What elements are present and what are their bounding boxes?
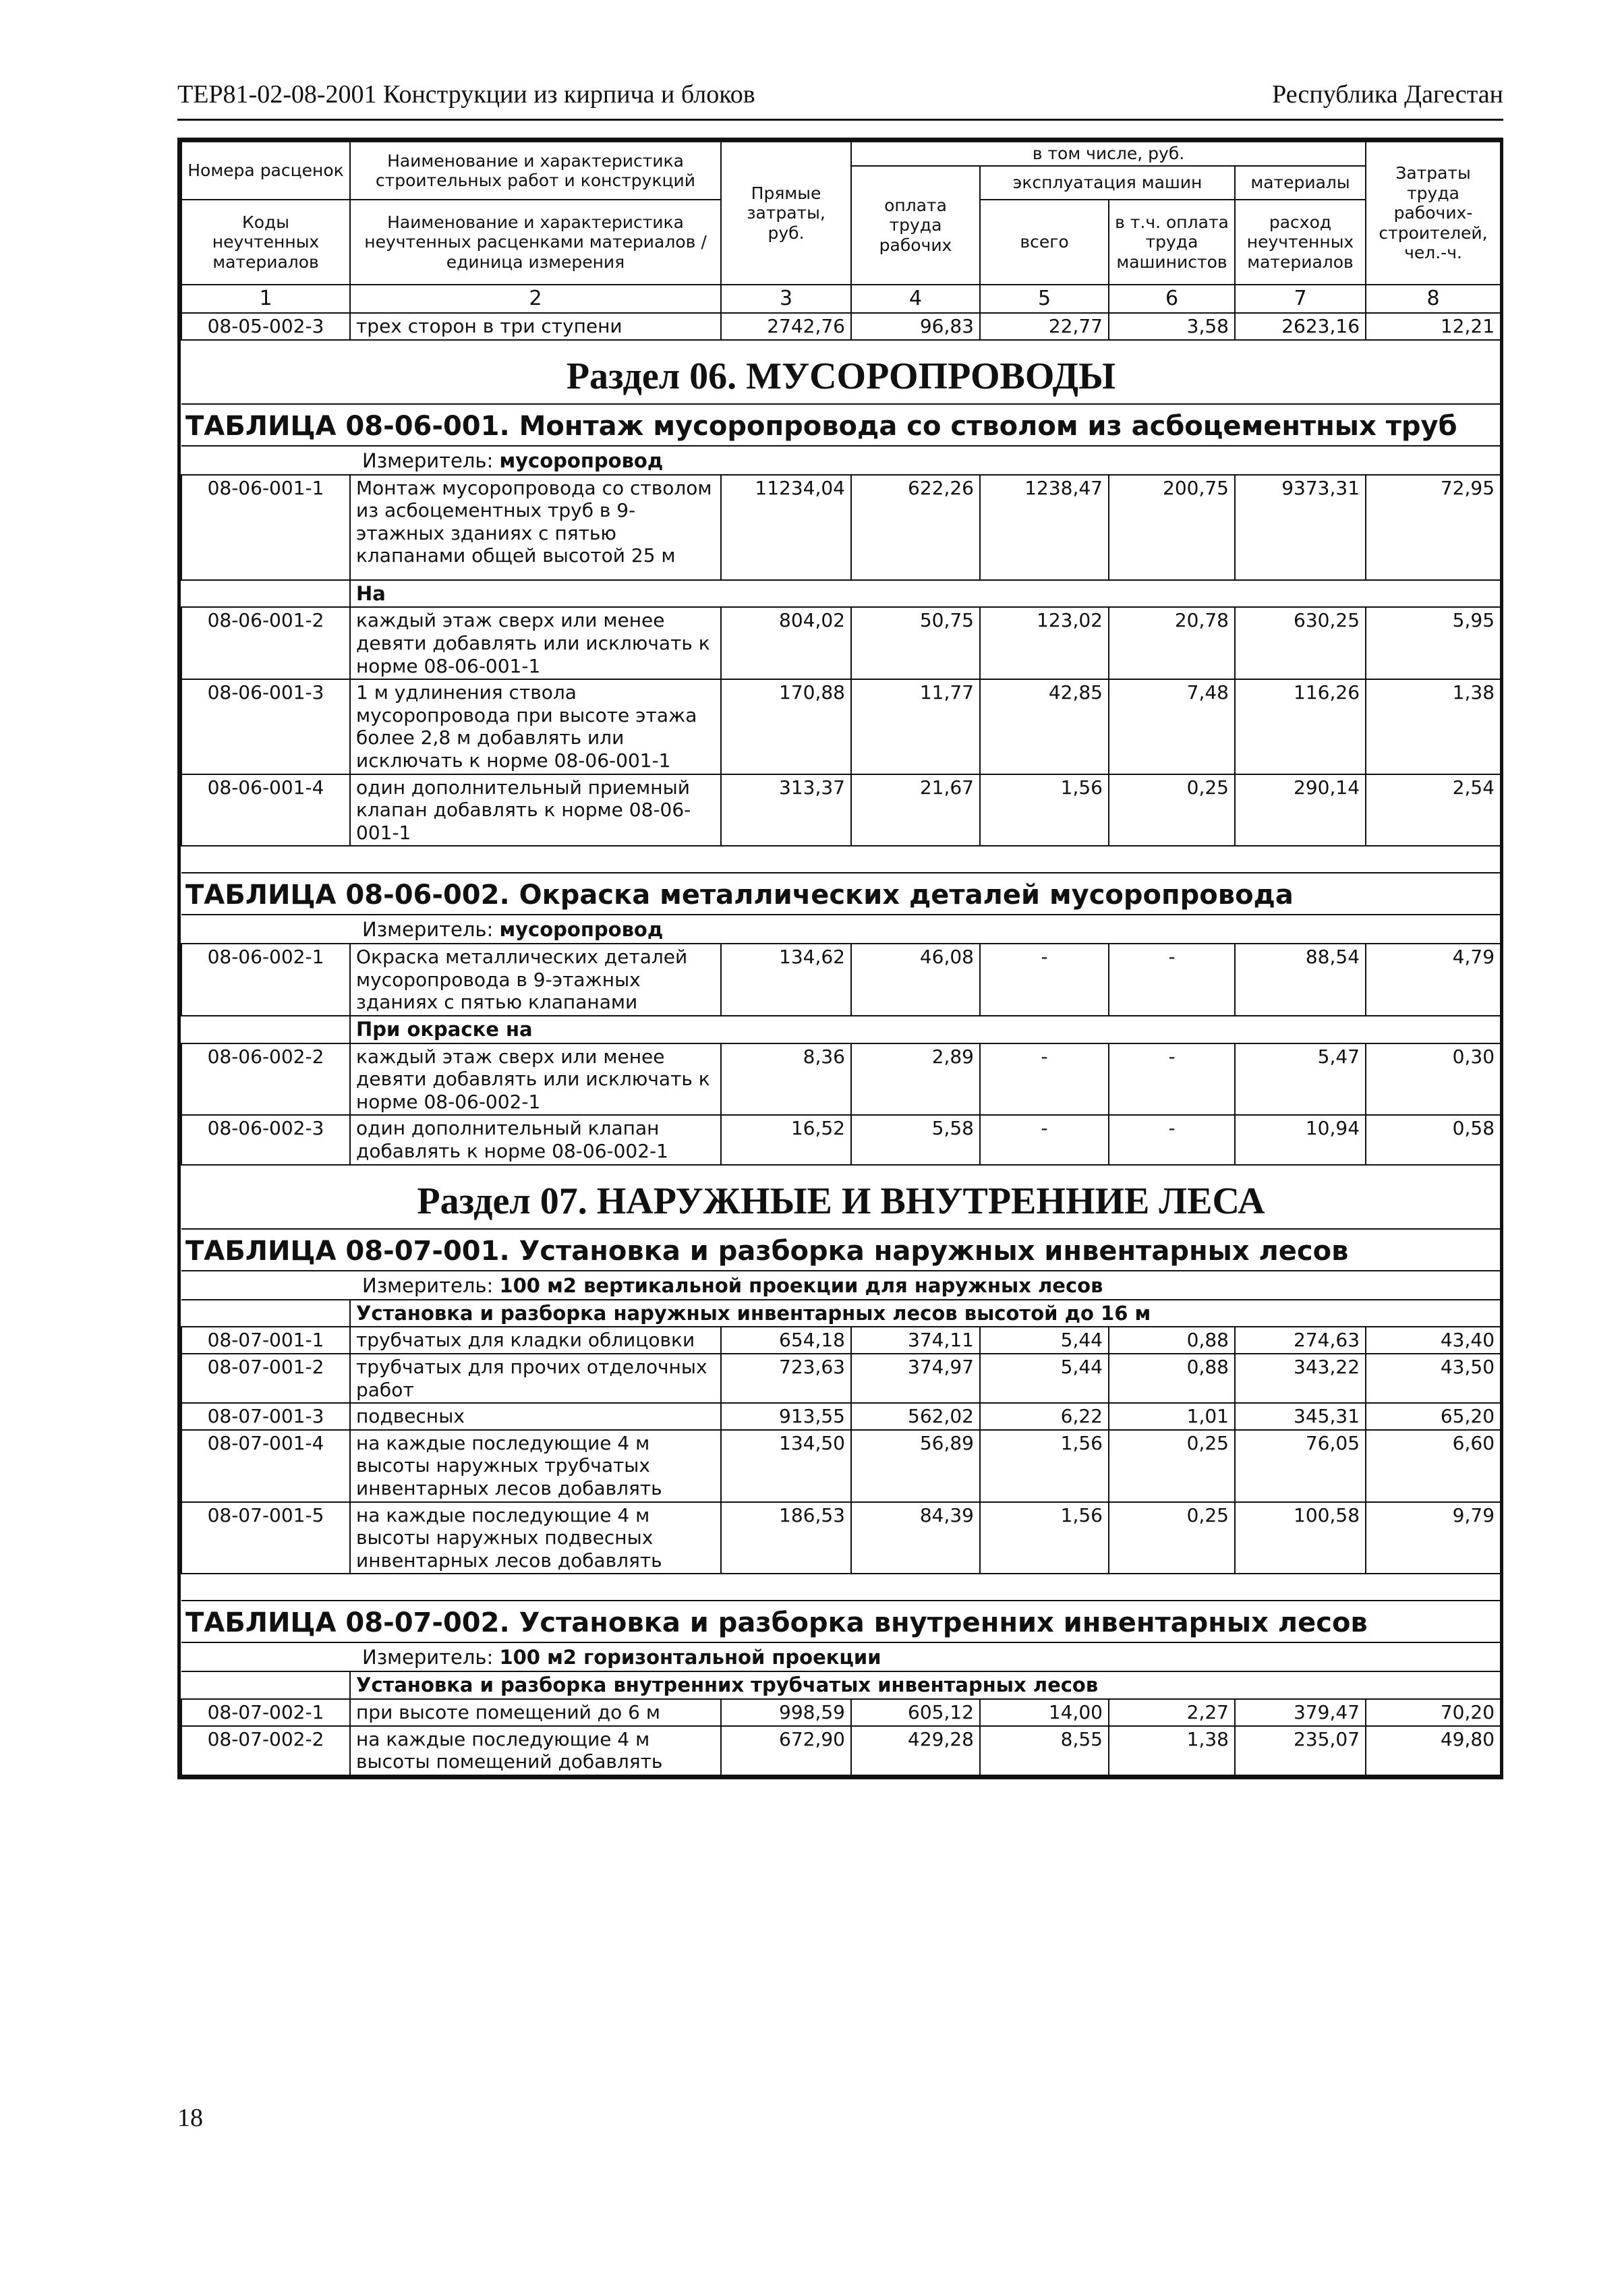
machines-total: 123,02	[980, 607, 1109, 679]
col-material-usage: расход неучтенных материалов	[1235, 200, 1366, 285]
running-header-region: Республика Дагестан	[1272, 80, 1503, 109]
col-machines-total: всего	[980, 200, 1109, 285]
subheading-row	[181, 580, 1501, 608]
materials-cost: 5,47	[1235, 1043, 1366, 1116]
running-header-title: ТЕР81-02-08-2001 Конструкции из кирпича и блоков	[177, 80, 755, 109]
materials-cost: 345,31	[1235, 1403, 1366, 1430]
materials-cost: 235,07	[1235, 1726, 1366, 1775]
table-title: ТАБЛИЦА 08-06-002. Окраска металлических деталей мусоропровода	[181, 873, 1501, 915]
machinist-pay: 1,01	[1109, 1403, 1235, 1430]
col-labor-costs: Затраты труда рабочих-строителей, чел.-ч.	[1366, 142, 1501, 285]
rows-08-06-001	[181, 475, 1501, 846]
worker-pay: 562,02	[851, 1403, 980, 1430]
labor-hours: 6,60	[1366, 1430, 1501, 1502]
worker-pay: 56,89	[851, 1430, 980, 1502]
table-row	[181, 1430, 1501, 1502]
table-title: ТАБЛИЦА 08-07-002. Установка и разборка внутренних инвентарных лесов	[181, 1601, 1501, 1642]
rate-code: 08-06-002-2	[181, 1043, 350, 1116]
group-subheading: При окраске на	[350, 1016, 1501, 1043]
machines-total: -	[980, 1115, 1109, 1164]
measure-unit: Измеритель: мусоропровод	[181, 446, 1501, 475]
column-number: 2	[350, 285, 721, 313]
column-number: 8	[1366, 285, 1501, 313]
machinist-pay: 2,27	[1109, 1699, 1235, 1726]
column-number: 6	[1109, 285, 1235, 313]
direct-costs: 8,36	[721, 1043, 851, 1116]
work-description: каждый этаж сверх или менее девяти добавлять или исключать к норме 08-06-002-1	[350, 1043, 721, 1116]
direct-costs: 16,52	[721, 1115, 851, 1164]
page-number: 18	[177, 2104, 203, 2132]
table-title: ТАБЛИЦА 08-07-001. Установка и разборка наружных инвентарных лесов	[181, 1229, 1501, 1271]
column-number: 7	[1235, 285, 1366, 313]
machinist-pay: 0,88	[1109, 1354, 1235, 1403]
labor-hours: 12,21	[1366, 313, 1501, 340]
rate-code: 08-07-001-5	[181, 1502, 350, 1574]
worker-pay: 622,26	[851, 475, 980, 580]
rate-code: 08-06-002-1	[181, 944, 350, 1016]
table-row	[181, 313, 1501, 340]
materials-cost: 76,05	[1235, 1430, 1366, 1502]
materials-cost: 379,47	[1235, 1699, 1366, 1726]
table-row	[181, 475, 1501, 580]
work-description: Монтаж мусоропровода со стволом из асбоцементных труб в 9-этажных зданиях с пятью клапанами общей высотой 25 м	[350, 475, 721, 580]
table-row	[181, 1699, 1501, 1726]
work-description: трех сторон в три ступени	[350, 313, 721, 340]
col-materials: материалы	[1235, 166, 1366, 200]
direct-costs: 134,50	[721, 1430, 851, 1502]
col-material-codes: Коды неучтенных материалов	[181, 200, 350, 285]
worker-pay: 605,12	[851, 1699, 980, 1726]
work-description: один дополнительный клапан добавлять к норме 08-06-002-1	[350, 1115, 721, 1164]
direct-costs: 654,18	[721, 1327, 851, 1354]
direct-costs: 723,63	[721, 1354, 851, 1403]
machines-total: 22,77	[980, 313, 1109, 340]
machinist-pay: -	[1109, 1043, 1235, 1116]
materials-cost: 630,25	[1235, 607, 1366, 679]
machinist-pay: 0,25	[1109, 1502, 1235, 1574]
materials-cost: 10,94	[1235, 1115, 1366, 1164]
col-worker-pay: оплата труда рабочих	[851, 166, 980, 285]
col-work-name: Наименование и характеристика строительных работ и конструкций	[350, 142, 721, 200]
work-description: трубчатых для прочих отделочных работ	[350, 1354, 721, 1403]
machinist-pay: 1,38	[1109, 1726, 1235, 1775]
worker-pay: 96,83	[851, 313, 980, 340]
rate-code: 08-05-002-3	[181, 313, 350, 340]
machinist-pay: -	[1109, 1115, 1235, 1164]
machines-total: 42,85	[980, 679, 1109, 774]
direct-costs: 804,02	[721, 607, 851, 679]
materials-cost: 100,58	[1235, 1502, 1366, 1574]
worker-pay: 84,39	[851, 1502, 980, 1574]
table-row	[181, 1502, 1501, 1574]
labor-hours: 2,54	[1366, 774, 1501, 846]
rows-08-07-001	[181, 1300, 1501, 1574]
col-machines: эксплуатация машин	[980, 166, 1235, 200]
col-direct-costs: Прямые затраты, руб.	[721, 142, 851, 285]
direct-costs: 998,59	[721, 1699, 851, 1726]
col-material-name: Наименование и характеристика неучтенных расценками материалов / единица измерения	[350, 200, 721, 285]
labor-hours: 49,80	[1366, 1726, 1501, 1775]
machines-total: 1,56	[980, 774, 1109, 846]
table-header	[181, 142, 1501, 285]
rate-code: 08-07-001-2	[181, 1354, 350, 1403]
machines-total: 8,55	[980, 1726, 1109, 1775]
machinist-pay: 20,78	[1109, 607, 1235, 679]
direct-costs: 186,53	[721, 1502, 851, 1574]
subheading-row	[181, 1016, 1501, 1043]
group-subheading: На	[350, 580, 1501, 608]
table-row	[181, 1726, 1501, 1775]
machines-total: -	[980, 1043, 1109, 1116]
worker-pay: 11,77	[851, 679, 980, 774]
section-title: Раздел 06. МУСОРОПРОВОДЫ	[181, 340, 1501, 404]
machines-total: 6,22	[980, 1403, 1109, 1430]
work-description: подвесных	[350, 1403, 721, 1430]
direct-costs: 913,55	[721, 1403, 851, 1430]
labor-hours: 5,95	[1366, 607, 1501, 679]
work-description: на каждые последующие 4 м высоты наружных трубчатых инвентарных лесов добавлять	[350, 1430, 721, 1502]
labor-hours: 0,58	[1366, 1115, 1501, 1164]
machinist-pay: 7,48	[1109, 679, 1235, 774]
table-title: ТАБЛИЦА 08-06-001. Монтаж мусоропровода со стволом из асбоцементных труб	[181, 404, 1501, 446]
column-number: 1	[181, 285, 350, 313]
machinist-pay: -	[1109, 944, 1235, 1016]
col-including: в том числе, руб.	[851, 142, 1366, 166]
rows-08-07-002	[181, 1671, 1501, 1775]
machines-total: 1238,47	[980, 475, 1109, 580]
labor-hours: 9,79	[1366, 1502, 1501, 1574]
work-description: при высоте помещений до 6 м	[350, 1699, 721, 1726]
rows-08-06-002	[181, 944, 1501, 1165]
materials-cost: 88,54	[1235, 944, 1366, 1016]
table-row	[181, 774, 1501, 846]
work-description: 1 м удлинения ствола мусоропровода при высоте этажа более 2,8 м добавлять или исключать к норме 08-06-001-1	[350, 679, 721, 774]
labor-hours: 0,30	[1366, 1043, 1501, 1116]
worker-pay: 21,67	[851, 774, 980, 846]
labor-hours: 4,79	[1366, 944, 1501, 1016]
materials-cost: 290,14	[1235, 774, 1366, 846]
work-description: каждый этаж сверх или менее девяти добавлять или исключать к норме 08-06-001-1	[350, 607, 721, 679]
rate-code: 08-06-001-4	[181, 774, 350, 846]
table-row	[181, 1327, 1501, 1354]
work-description: на каждые последующие 4 м высоты наружных подвесных инвентарных лесов добавлять	[350, 1502, 721, 1574]
table-row	[181, 1354, 1501, 1403]
worker-pay: 46,08	[851, 944, 980, 1016]
machines-total: 1,56	[980, 1502, 1109, 1574]
machinist-pay: 0,25	[1109, 774, 1235, 846]
rate-code: 08-07-001-3	[181, 1403, 350, 1430]
labor-hours: 43,50	[1366, 1354, 1501, 1403]
table-row	[181, 1043, 1501, 1116]
price-table-frame	[177, 138, 1503, 1779]
direct-costs: 170,88	[721, 679, 851, 774]
rate-code: 08-06-001-1	[181, 475, 350, 580]
work-description: один дополнительный приемный клапан добавлять к норме 08-06-001-1	[350, 774, 721, 846]
work-description: трубчатых для кладки облицовки	[350, 1327, 721, 1354]
work-description: Окраска металлических деталей мусоропровода в 9-этажных зданиях с пятью клапанами	[350, 944, 721, 1016]
rate-code: 08-06-001-2	[181, 607, 350, 679]
rate-code: 08-07-001-1	[181, 1327, 350, 1354]
measure-unit: Измеритель: мусоропровод	[181, 915, 1501, 944]
machinist-pay: 3,58	[1109, 313, 1235, 340]
price-table	[181, 141, 1501, 1776]
machines-total: 14,00	[980, 1699, 1109, 1726]
col-rate-numbers: Номера расценок	[181, 142, 350, 200]
materials-cost: 274,63	[1235, 1327, 1366, 1354]
group-subheading: Установка и разборка наружных инвентарных лесов высотой до 16 м	[350, 1300, 1501, 1327]
machinist-pay: 200,75	[1109, 475, 1235, 580]
column-number: 3	[721, 285, 851, 313]
labor-hours: 1,38	[1366, 679, 1501, 774]
labor-hours: 70,20	[1366, 1699, 1501, 1726]
labor-hours: 43,40	[1366, 1327, 1501, 1354]
group-subheading: Установка и разборка внутренних трубчатых инвентарных лесов	[350, 1671, 1501, 1699]
direct-costs: 313,37	[721, 774, 851, 846]
labor-hours: 72,95	[1366, 475, 1501, 580]
section-title: Раздел 07. НАРУЖНЫЕ И ВНУТРЕННИЕ ЛЕСА	[181, 1165, 1501, 1229]
materials-cost: 2623,16	[1235, 313, 1366, 340]
work-description: на каждые последующие 4 м высоты помещений добавлять	[350, 1726, 721, 1775]
worker-pay: 5,58	[851, 1115, 980, 1164]
table-row	[181, 1403, 1501, 1430]
rate-code: 08-06-001-3	[181, 679, 350, 774]
worker-pay: 374,11	[851, 1327, 980, 1354]
materials-cost: 343,22	[1235, 1354, 1366, 1403]
machinist-pay: 0,25	[1109, 1430, 1235, 1502]
column-numbers-row	[181, 285, 1501, 313]
machines-total: 5,44	[980, 1327, 1109, 1354]
table-row	[181, 607, 1501, 679]
rate-code: 08-07-002-2	[181, 1726, 350, 1775]
measure-unit: Измеритель: 100 м2 горизонтальной проекции	[181, 1642, 1501, 1671]
direct-costs: 672,90	[721, 1726, 851, 1775]
worker-pay: 50,75	[851, 607, 980, 679]
direct-costs: 2742,76	[721, 313, 851, 340]
table-row	[181, 679, 1501, 774]
materials-cost: 9373,31	[1235, 475, 1366, 580]
subheading-row	[181, 1671, 1501, 1699]
materials-cost: 116,26	[1235, 679, 1366, 774]
worker-pay: 2,89	[851, 1043, 980, 1116]
labor-hours: 65,20	[1366, 1403, 1501, 1430]
worker-pay: 429,28	[851, 1726, 980, 1775]
header-rule	[177, 119, 1503, 121]
machines-total: -	[980, 944, 1109, 1016]
measure-unit: Измеритель: 100 м2 вертикальной проекции для наружных лесов	[181, 1271, 1501, 1300]
table-row	[181, 1115, 1501, 1164]
rate-code: 08-07-001-4	[181, 1430, 350, 1502]
direct-costs: 134,62	[721, 944, 851, 1016]
worker-pay: 374,97	[851, 1354, 980, 1403]
subheading-row	[181, 1300, 1501, 1327]
table-row	[181, 944, 1501, 1016]
column-number: 4	[851, 285, 980, 313]
rate-code: 08-07-002-1	[181, 1699, 350, 1726]
machines-total: 5,44	[980, 1354, 1109, 1403]
rate-code: 08-06-002-3	[181, 1115, 350, 1164]
col-machinist-pay: в т.ч. оплата труда машинистов	[1109, 200, 1235, 285]
machinist-pay: 0,88	[1109, 1327, 1235, 1354]
direct-costs: 11234,04	[721, 475, 851, 580]
column-number: 5	[980, 285, 1109, 313]
machines-total: 1,56	[980, 1430, 1109, 1502]
